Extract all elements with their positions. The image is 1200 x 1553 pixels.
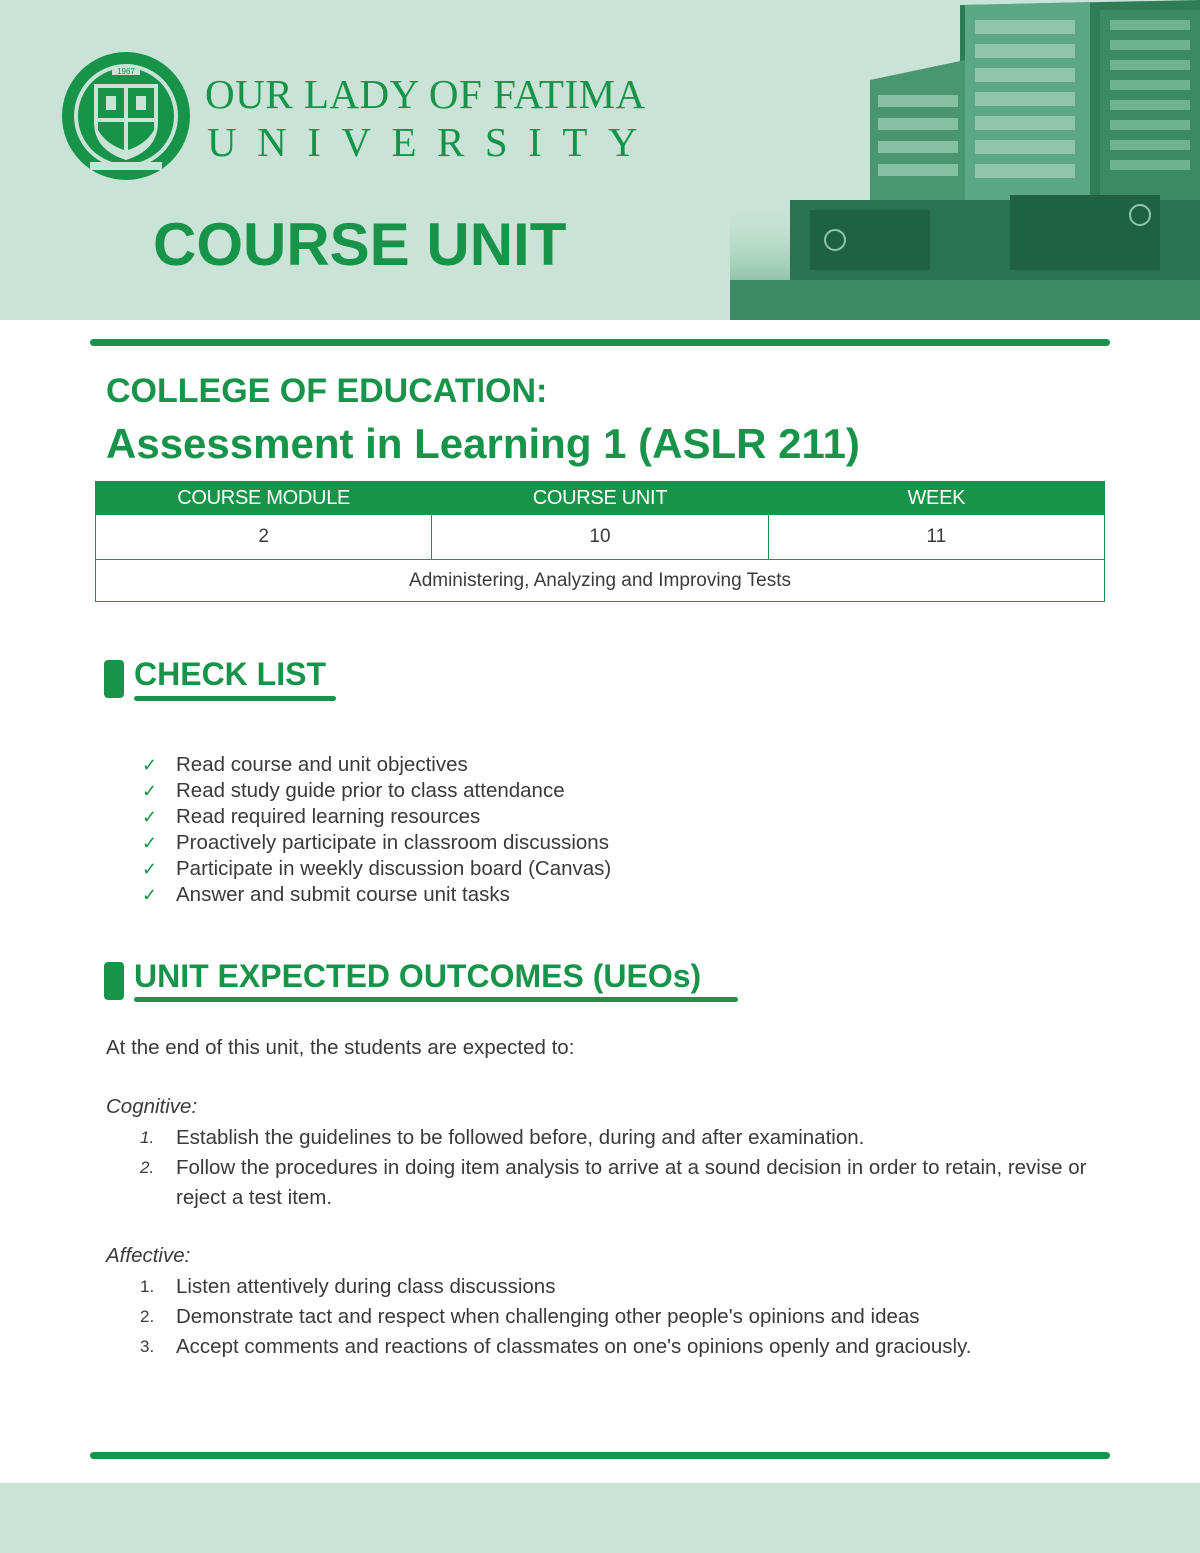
check-icon: ✓	[142, 755, 158, 775]
table-header-row	[96, 482, 1105, 515]
list-item: 1. Listen attentively during class discussions	[140, 1275, 556, 1298]
table-row	[96, 560, 1105, 602]
heading-underline	[134, 696, 336, 701]
week-value: 11	[768, 515, 1104, 560]
course-title: Assessment in Learning 1 (ASLR 211)	[106, 420, 860, 467]
header-week: WEEK	[768, 482, 1104, 515]
university-name-line1: OUR LADY OF FATIMA	[205, 71, 646, 117]
university-name-line2: UNIVERSITY	[207, 119, 658, 165]
check-icon: ✓	[142, 781, 158, 801]
list-item: 1. Establish the guidelines to be followed before, during and after examination.	[140, 1126, 865, 1149]
list-item: 2. Demonstrate tact and respect when challenging other people's opinions and ideas	[140, 1305, 920, 1328]
course-unit-value: 10	[432, 515, 768, 560]
heading-underline	[134, 997, 738, 1002]
top-divider	[90, 339, 1110, 346]
affective-outcomes-list	[140, 1272, 1140, 1362]
outcomes-heading-text: UNIT EXPECTED OUTCOMES (UEOs)	[134, 958, 702, 994]
list-item: ✓ Answer and submit course unit tasks	[142, 883, 510, 906]
outcomes-intro: At the end of this unit, the students are expected to:	[106, 1036, 575, 1059]
bottom-divider	[90, 1452, 1110, 1459]
list-item: ✓ Read study guide prior to class attendance	[142, 779, 565, 802]
course-info-table	[95, 481, 1105, 602]
list-item: 3. Accept comments and reactions of classmates on one's opinions openly and graciously.	[140, 1335, 972, 1358]
document-type-title: COURSE UNIT	[153, 211, 567, 278]
check-icon: ✓	[142, 885, 158, 905]
university-seal-icon	[60, 50, 192, 182]
header-banner	[0, 0, 1200, 320]
header-course-module: COURSE MODULE	[96, 482, 432, 515]
header-course-unit: COURSE UNIT	[432, 482, 768, 515]
checklist	[142, 752, 611, 908]
check-icon: ✓	[142, 807, 158, 827]
footer-band	[0, 1483, 1200, 1553]
heading-bar	[104, 660, 124, 698]
affective-label: Affective:	[106, 1244, 191, 1267]
campus-building-icon	[730, 0, 1200, 320]
svg-text:1967: 1967	[117, 67, 135, 76]
list-item: ✓ Proactively participate in classroom discussions	[142, 831, 609, 854]
cognitive-label: Cognitive:	[106, 1095, 198, 1118]
list-item: 2. Follow the procedures in doing item analysis to arrive at a sound decision in order to retain, revise or reject a test item.	[140, 1156, 1087, 1209]
cognitive-outcomes-list	[140, 1123, 1100, 1213]
check-icon: ✓	[142, 833, 158, 853]
college-name: COLLEGE OF EDUCATION:	[106, 372, 548, 410]
unit-topic: Administering, Analyzing and Improving Tests	[96, 560, 1105, 602]
table-row	[96, 515, 1105, 560]
list-item: ✓ Participate in weekly discussion board (Canvas)	[142, 857, 612, 880]
check-icon: ✓	[142, 859, 158, 879]
list-item: ✓ Read course and unit objectives	[142, 753, 468, 776]
course-module-value: 2	[96, 515, 432, 560]
heading-bar	[104, 962, 124, 1000]
checklist-heading-text: CHECK LIST	[134, 656, 326, 692]
list-item: ✓ Read required learning resources	[142, 805, 481, 828]
